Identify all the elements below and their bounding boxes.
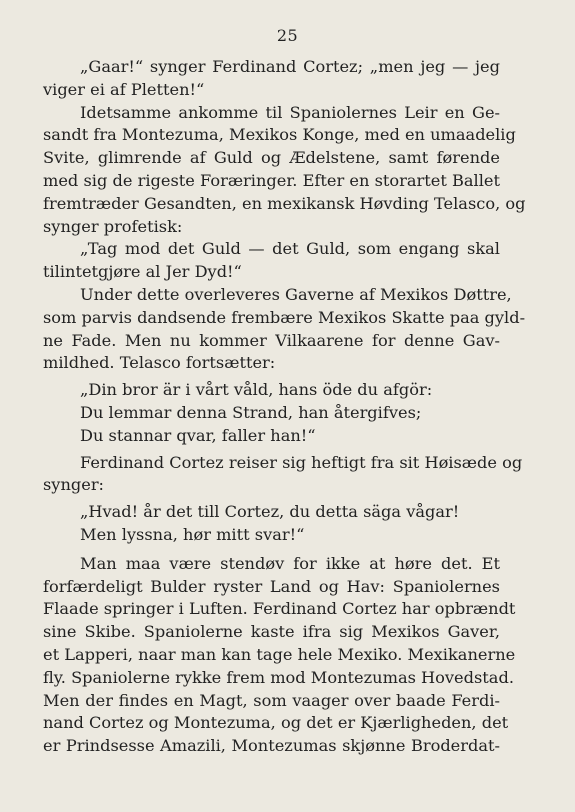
body-text — [43, 56, 526, 758]
text-line: „Gaar!“ synger Ferdinand Cortez; „men jeg — jeg — [80, 57, 500, 76]
text-line: Men lyssna, hør mitt svar!“ — [80, 524, 305, 544]
text-line: Du stannar qvar, faller han!“ — [80, 425, 316, 445]
text-line: som parvis dandsende frembære Mexikos Skatte paa gyld- — [43, 307, 526, 327]
text-line: ne Fade. Men nu kommer Vilkaarene for denne Gav- — [43, 330, 500, 350]
text-line: nand Cortez og Montezuma, og det er Kjærligheden, det — [43, 713, 509, 733]
text-line: Idetsamme ankomme til Spaniolernes Leir en Ge- — [80, 102, 500, 122]
text-line: med sig de rigeste Foræringer. Efter en storartet Ballet — [43, 170, 500, 190]
text-line: tilintetgjøre al Jer Dyd!“ — [43, 262, 242, 282]
text-line: mildhed. Telasco fortsætter: — [43, 353, 276, 373]
text-line: sandt fra Montezuma, Mexikos Konge, med en umaadelig — [43, 125, 516, 145]
text-line: fremtræder Gesandten, en mexikansk Høvding Telasco, og — [43, 193, 526, 213]
text-line: „Din bror är i vårt våld, hans öde du afgör: — [80, 380, 433, 400]
text-line: forfærdeligt Bulder ryster Land og Hav: Spaniolernes — [43, 576, 500, 596]
text-line: synger profetisk: — [43, 216, 183, 236]
text-line: Flaade springer i Luften. Ferdinand Cortez har opbrændt — [43, 599, 516, 619]
text-line: Under dette overleveres Gaverne af Mexikos Døttre, — [80, 284, 512, 304]
text-line: fly. Spaniolerne rykke frem mod Montezumas Hovedstad. — [43, 667, 514, 687]
text-line: Ferdinand Cortez reiser sig heftigt fra sit Høisæde og — [80, 452, 523, 472]
text-line: sine Skibe. Spaniolerne kaste ifra sig Mexikos Gaver, — [43, 622, 500, 642]
text-line: er Prindsesse Amazili, Montezumas skjønne Broderdat- — [43, 736, 500, 756]
text-line: Men der findes en Magt, som vaager over baade Ferdi- — [43, 690, 500, 710]
text-line: Du lemmar denna Strand, han återgifves; — [80, 402, 422, 422]
text-line: „Hvad! år det till Cortez, du detta säga vågar! — [80, 502, 460, 522]
text-line: „Tag mod det Guld — det Guld, som engang skal — [80, 239, 500, 259]
page-number: 25 — [276, 26, 299, 45]
text-line: viger ei af Pletten!“ — [43, 79, 205, 99]
text-line: Svite, glimrende af Guld og Ædelstene, samt førende — [43, 148, 500, 168]
text-line: synger: — [43, 475, 105, 495]
text-line: et Lapperi, naar man kan tage hele Mexiko. Mexikanerne — [43, 644, 516, 664]
text-line: Man maa være stendøv for ikke at høre det. Et — [80, 553, 500, 573]
